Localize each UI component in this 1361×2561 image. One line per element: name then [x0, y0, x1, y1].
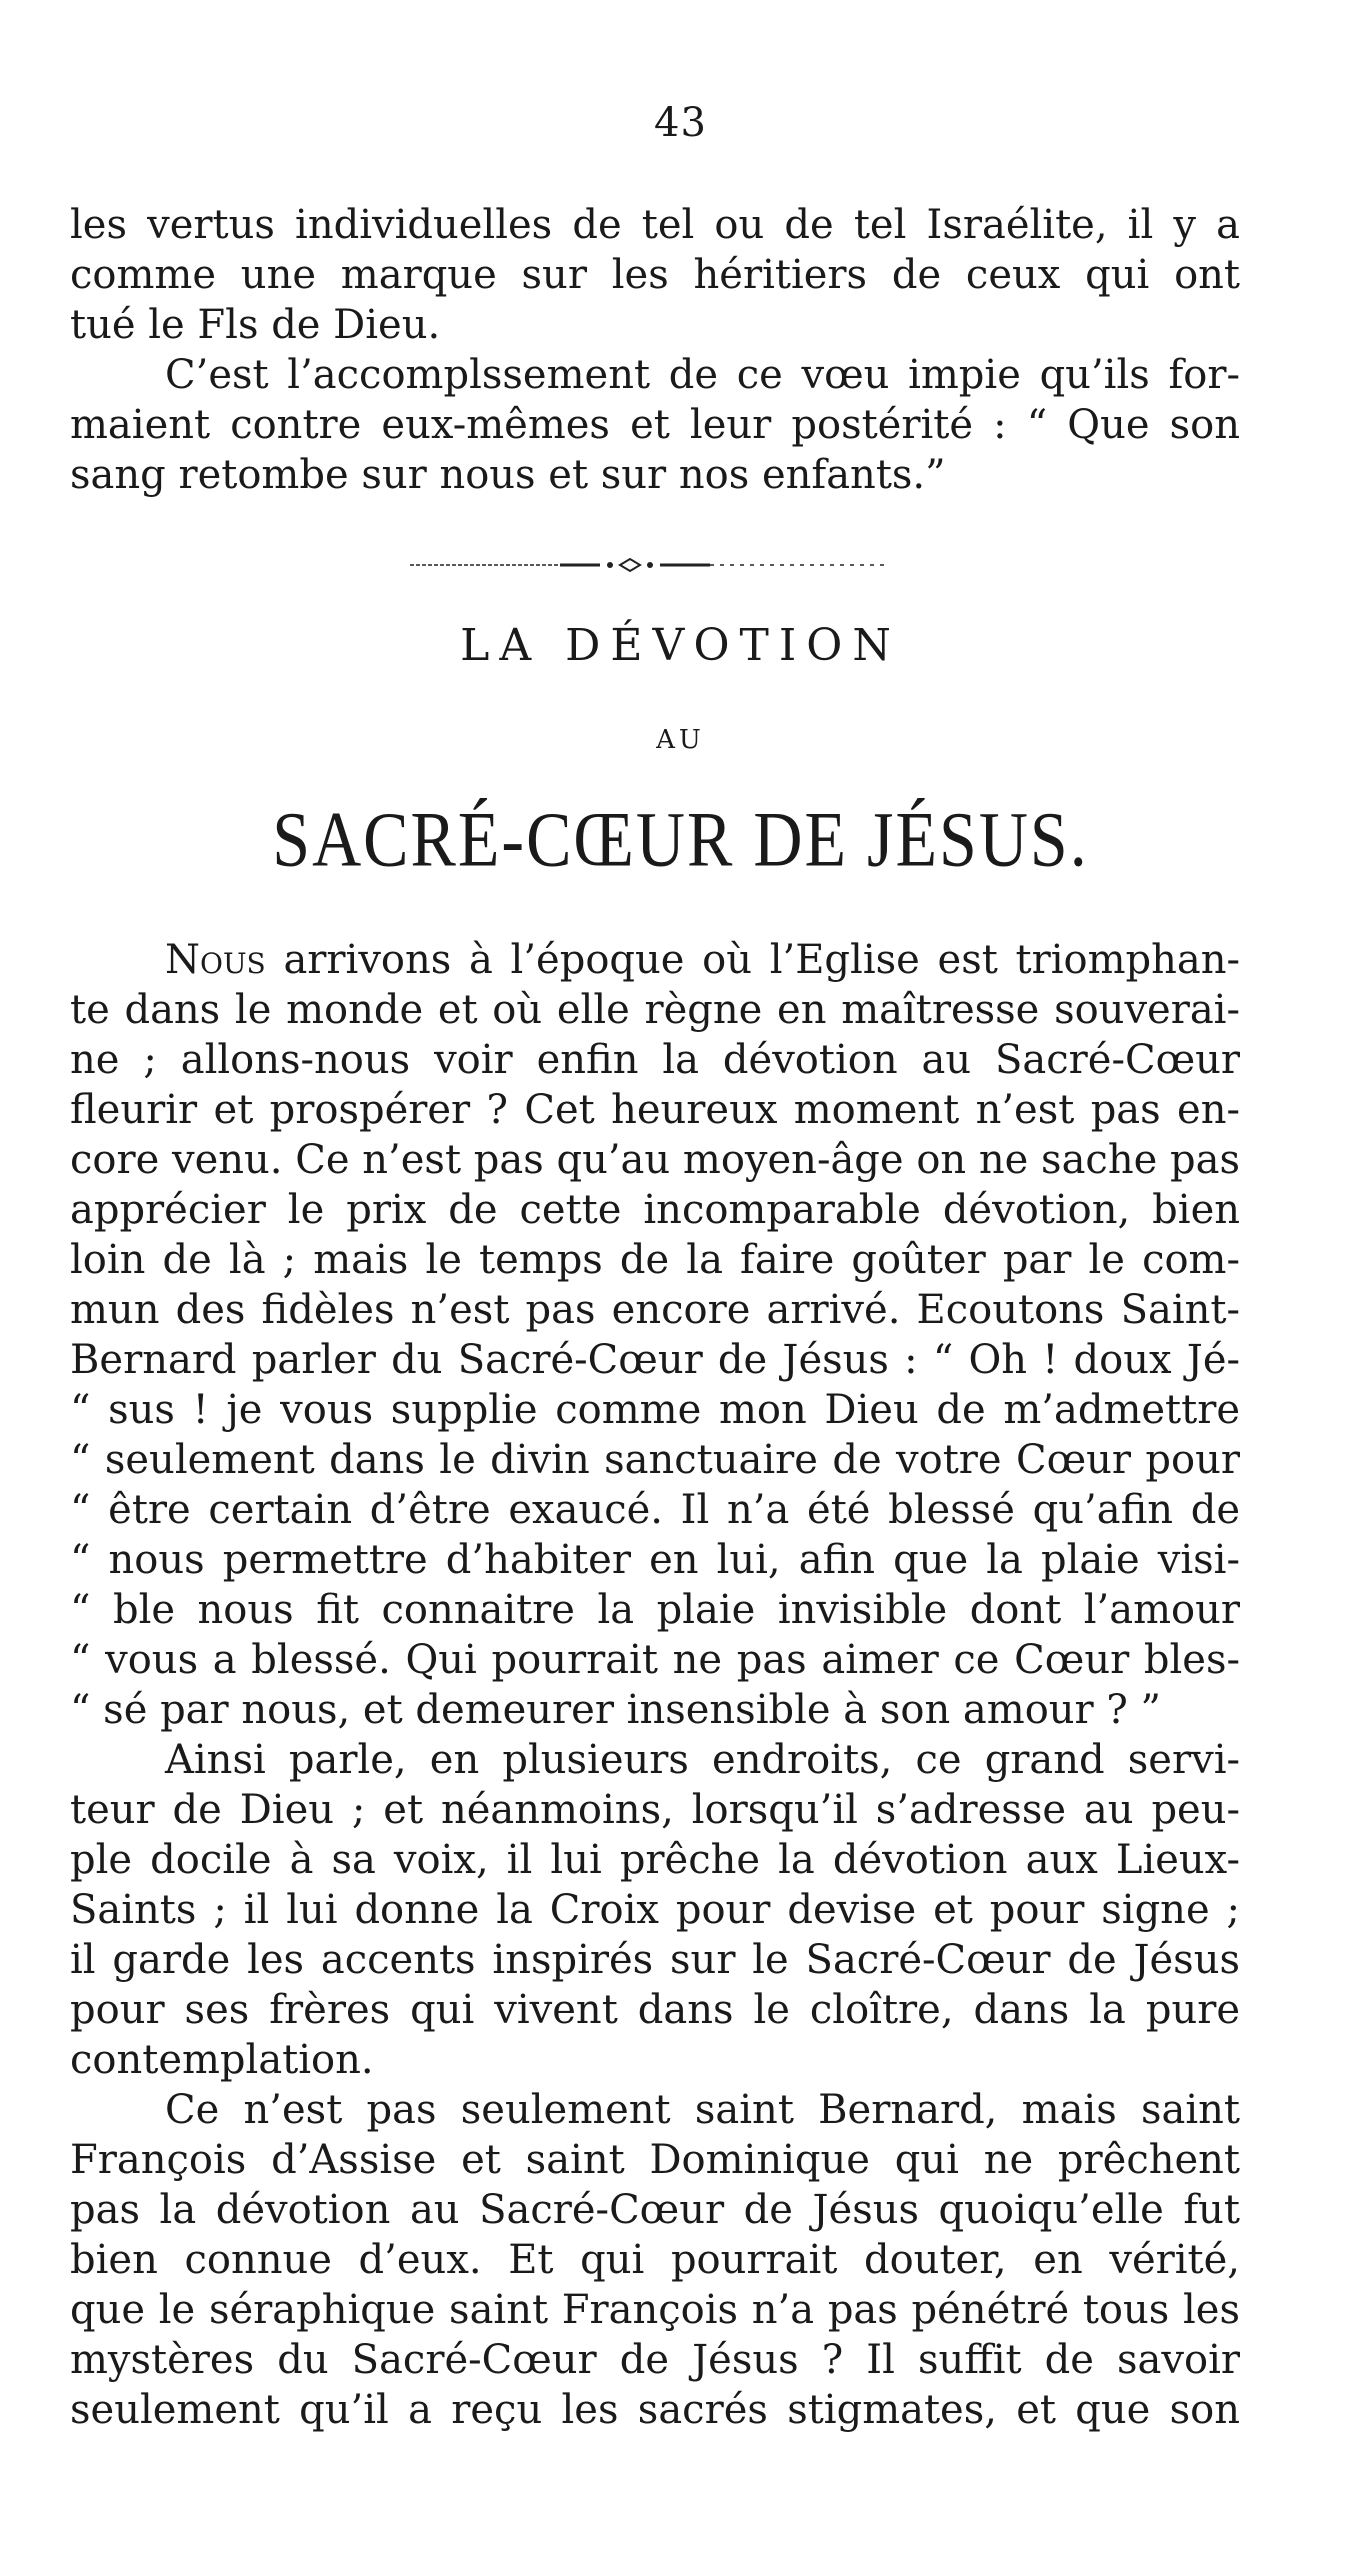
- text-line: [70, 935, 1240, 985]
- text-line: que le séraphique saint François n’a pas pénétré tous les: [70, 2287, 1240, 2333]
- text-line: “ nous permettre d’habiter en lui, afin que la plaie visi-: [70, 1537, 1240, 1583]
- text-line: comme une marque sur les héritiers de ceux qui ont: [70, 252, 1240, 298]
- text-line: Ainsi parle, en plusieurs endroits, ce grand servi-: [165, 1737, 1240, 1783]
- text-line-rest: arrivons à l’époque où l’Eglise est triomphan-: [265, 937, 1240, 983]
- text-line: mystères du Sacré-Cœur de Jésus ? Il suffit de savoir: [70, 2337, 1240, 2383]
- paragraph: [70, 935, 1240, 1735]
- text-line: “ ble nous fit connaitre la plaie invisible dont l’amour: [70, 1587, 1240, 1633]
- text-line: Saints ; il lui donne la Croix pour devise et pour signe ;: [70, 1887, 1240, 1933]
- text-line: Bernard parler du Sacré-Cœur de Jésus : “ Oh ! doux Jé-: [70, 1337, 1240, 1383]
- text-line: bien connue d’eux. Et qui pourrait douter, en vérité,: [70, 2237, 1240, 2283]
- text-line: “ sé par nous, et demeurer insensible à son amour ? ”: [70, 1687, 1161, 1733]
- text-line: “ être certain d’être exaucé. Il n’a été blessé qu’afin de: [70, 1487, 1240, 1533]
- section-title: SACRÉ-CŒUR DE JÉSUS.: [272, 795, 1089, 883]
- text-line: Ce n’est pas seulement saint Bernard, mais saint: [165, 2087, 1240, 2133]
- text-line: pour ses frères qui vivent dans le cloître, dans la pure: [70, 1987, 1240, 2033]
- text-line: pas la dévotion au Sacré-Cœur de Jésus quoiqu’elle fut: [70, 2187, 1240, 2233]
- text-line: ne ; allons-nous voir enfin la dévotion au Sacré-Cœur: [70, 1037, 1240, 1083]
- paragraph: [70, 350, 1240, 500]
- text-line: C’est l’accomplssement de ce vœu impie qu’ils for-: [165, 352, 1240, 398]
- text-line: contemplation.: [70, 2037, 374, 2083]
- text-line: tué le Fls de Dieu.: [70, 302, 441, 348]
- text-line: teur de Dieu ; et néanmoins, lorsqu’il s’adresse au peu-: [70, 1787, 1240, 1833]
- top-text: [70, 200, 1240, 500]
- section-heading-line1: LA DÉVOTION: [460, 620, 901, 671]
- paragraph: [70, 2085, 1240, 2435]
- paragraph: [70, 200, 1240, 350]
- text-line: “ seulement dans le divin sanctuaire de votre Cœur pour: [70, 1437, 1240, 1483]
- text-line: sang retombe sur nous et sur nos enfants.”: [70, 452, 946, 498]
- page-number: 43: [654, 100, 707, 146]
- text-line: François d’Assise et saint Dominique qui ne prêchent: [70, 2137, 1240, 2183]
- section-heading-line2: AU: [656, 725, 705, 755]
- text-line: seulement qu’il a reçu les sacrés stigmates, et que son: [70, 2387, 1240, 2433]
- text-line: maient contre eux-mêmes et leur postérité : “ Que son: [70, 402, 1240, 448]
- ornament-divider: [410, 555, 910, 575]
- text-line: core venu. Ce n’est pas qu’au moyen-âge on ne sache pas: [70, 1137, 1240, 1183]
- drop-word: Nous: [165, 937, 266, 983]
- body-text: [70, 935, 1240, 2435]
- text-line: fleurir et prospérer ? Cet heureux moment n’est pas en-: [70, 1087, 1240, 1133]
- text-line: apprécier le prix de cette incomparable dévotion, bien: [70, 1187, 1240, 1233]
- text-line: mun des fidèles n’est pas encore arrivé. Ecoutons Saint-: [70, 1287, 1240, 1333]
- text-line: il garde les accents inspirés sur le Sacré-Cœur de Jésus: [70, 1937, 1240, 1983]
- text-line: “ sus ! je vous supplie comme mon Dieu de m’admettre: [70, 1387, 1240, 1433]
- text-line: les vertus individuelles de tel ou de tel Israélite, il y a: [70, 202, 1240, 248]
- paragraph: [70, 1735, 1240, 2085]
- text-line: loin de là ; mais le temps de la faire goûter par le com-: [70, 1237, 1240, 1283]
- text-line: te dans le monde et où elle règne en maîtresse souverai-: [70, 987, 1240, 1033]
- text-line: “ vous a blessé. Qui pourrait ne pas aimer ce Cœur bles-: [70, 1637, 1240, 1683]
- text-line: ple docile à sa voix, il lui prêche la dévotion aux Lieux-: [70, 1837, 1240, 1883]
